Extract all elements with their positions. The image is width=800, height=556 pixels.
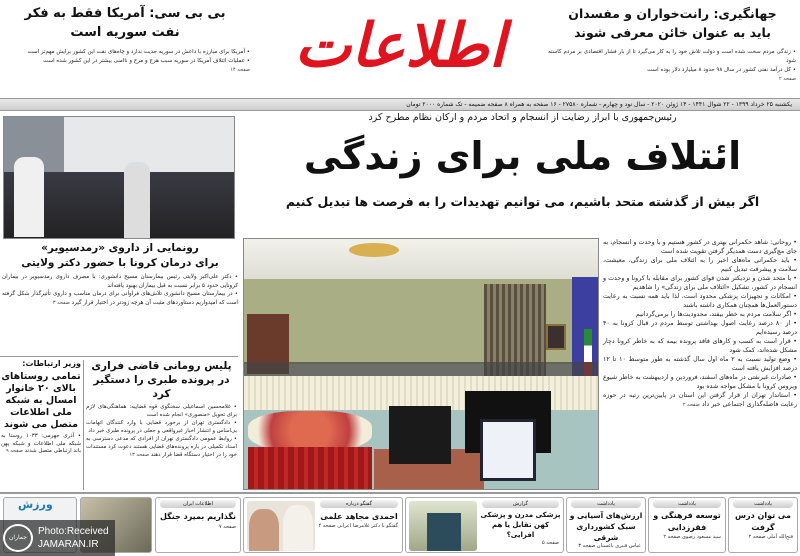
page-ref: صفحه ۳ bbox=[52, 299, 70, 306]
left-headline[interactable] bbox=[0, 4, 250, 42]
divider bbox=[0, 356, 238, 357]
clinic-photo bbox=[409, 501, 477, 551]
headline-line: جهانگیری: رانت‌خواران و مفسدان bbox=[568, 6, 777, 21]
item-title: نگذاریم بمیرد جنگل bbox=[159, 512, 236, 521]
item-title: پزشکی مدرن و پزشکی کهن تقابل یا هم افزایی؟ bbox=[480, 511, 561, 539]
ict-story[interactable]: وزیر ارتباطات: تمامی روستاهای بالای ۲۰ خانوار امسال به شبکه ملی اطلاعات متصل می شوند • آذری جهرمی: ۱۰۳۳ روستا به شبکه ملی اطلاعات و شبکه پهن باند ارتباطی متصل شدند صفحه ۹ bbox=[1, 359, 81, 454]
police-bullets: • غلامحسین اسماعیلی سخنگوی قوه قضاییه: هماهنگی‌های لازم برای تحویل «منصوری» انجام شده است • دادگستری تهران از برخورد قضایی با وارد کنندگان اتهامات بی‌اساس و انتشار اخبار غیرواقعی و جعلی در پرونده طبری خبر داد • روابط عمومی دادگستری تهران از افرادی که مدعی دسترسی به اسناد تکمیلی در باره پرونده‌های قضایی هستند دعوت کرد مستندات خود را در اختیار دستگاه قضا قرار دهند صفحه ۱۳ bbox=[86, 404, 237, 458]
portraits-photo bbox=[247, 501, 315, 551]
headline-line: برای درمان کرونا با حضور دکتر ولایتی bbox=[21, 257, 219, 269]
bottom-item-1[interactable] bbox=[648, 497, 726, 553]
lead-bullets: • روحانی: شاهد حکمرانی بهتری در کشور هستیم و با وحدت و انسجام، به جای مچ‌گیری دست همدیگر گرفتن تقویت شده است • باید حکمرانی ماه‌های اخیر را به ائتلاف ملی برای زندگی، معیشت، سلامت و پیشرفت تبدیل کنیم • با متحد شدن و نزدیکتر شدن قوای کشور برای مقابله با کرونا و وحدت و انسجام در کشور، تشکیل «ائتلاف ملی برای زندگی» را شاهدیم • امکانات و تجهیزات پزشکی محدود است، لذا باید همه نسبت به رعایت دستورالعمل‌ها همچنان همکاری داشته باشند • اگر سلامت مردم به خطر بیفتد، محدودیت‌ها را برمی‌گردانیم • از ۸۰ درصد رعایت اصول بهداشتی توسط مردم در قبال کرونا به ۴۰ درصد رسیده‌ایم • قرار است به کسب و کارهای فاقد پرونده بیمه که به خاطر کرونا دچار مشکل شده‌اند، کمک شود • وضع تولید نسبت به ۲ ماه اول سال گذشته به طور متوسط ۱۰ تا ۱۲ درصد افزایش یافته است • صادرات غیرنفتی در ماه‌های اسفند، فروردین و اردیبهشت به خاطر شیوع ویروس کرونا با مشکل مواجه شده بود • استاندار تهران از قرار گرفتن این استان در پایین‌ترین رتبه در حوزه رعایت فاصله‌گذاری اجتماعی خبر داد صفحه ۲ bbox=[603, 239, 798, 408]
bottom-item-5[interactable] bbox=[155, 497, 241, 553]
police-headline[interactable] bbox=[86, 359, 237, 401]
headline-line: بی بی سی: آمریکا فقط به فکر bbox=[24, 6, 226, 21]
page-ref: صفحه ۷ bbox=[219, 524, 236, 530]
police-story bbox=[86, 359, 237, 459]
headline-line: نفت سوریه است bbox=[70, 25, 180, 40]
ict-headline: تمامی روستاهای بالای ۲۰ خانوار امسال به شبکه ملی اطلاعات متصل می شوند bbox=[1, 371, 81, 430]
left-story-bullets: • آمریکا برای مبارزه با داعش در سوریه جدیت ندارد و چاه‌های نفت این کشور برایش مهم‌تر است • عملیات ائتلاف آمریکا در سوریه سبب هرج و مرج و ناامنی بیشتر در این کشور شده است صفحه ۱۴ bbox=[4, 48, 250, 75]
section-tag: اطلاعات ایران bbox=[160, 500, 236, 508]
right-headline[interactable] bbox=[545, 4, 800, 42]
page-ref: صفحه ۲ bbox=[663, 534, 681, 540]
sports-logo: ورزش bbox=[18, 498, 53, 511]
headline-line: پلیس رومانی قاضی فراری bbox=[91, 360, 232, 372]
lead-subhead: اگر بیش از گذشته متحد باشیم، می توانیم تهدیدات را به فرصت ها تبدیل کنیم bbox=[285, 194, 760, 209]
section-tag: یادداشت bbox=[733, 500, 793, 508]
right-story-bullets: • زندگی مردم سخت شده است و دولت تلاش خود را به کار می‌گیرد تا از بار فشار اقتصادی بر مردم کاسته شود • کل درآمد نفتی کشور در سال ۹۸ حدود ۸ میلیارد دلار بوده است صفحه ۲ bbox=[548, 49, 797, 82]
item-title: توسعه فرهنگی و فقرزدایی bbox=[653, 511, 721, 532]
lead-kicker: رئیس‌جمهوری با ابراز رضایت از انسجام و اتحاد مردم و ارکان نظام مطرح کرد bbox=[368, 112, 677, 123]
headline-line: در پرونده طبری را دستگیر کرد bbox=[93, 374, 230, 400]
section-tag: گفتگو درباره bbox=[320, 500, 398, 508]
bottom-item-4[interactable] bbox=[243, 497, 403, 553]
divider bbox=[0, 492, 800, 494]
dateline: یکشنبه ۲۵ خرداد ۱۳۹۹ - ۲۲ شوال ۱۴۴۱ - ۱۴ ژوئن ۲۰۲۰ - سال نود و چهارم - شماره ۲۷۵۸۰ - ۱۶ صفحه به همراه ۸ صفحه ضمیمه - تک شماره ۲۰۰۰ تومان bbox=[0, 98, 800, 111]
remdesivir-photo[interactable] bbox=[3, 116, 235, 239]
watermark-text: Photo:Received JAMARAN.IR bbox=[38, 526, 109, 550]
page-ref: صفحه ۱۳ bbox=[129, 452, 150, 458]
lead-photo-meeting[interactable] bbox=[243, 238, 599, 490]
lead-heading-block bbox=[245, 112, 800, 236]
remdesivir-headline[interactable] bbox=[2, 241, 238, 271]
remdesivir-bullets: • دکتر علی‌اکبر ولایتی رئیس بیمارستان مسیح دانشوری: با مصرف داروی رمدسیویر در بیماران کرونایی حدود ۵ برابر نسبت به قبل بیماران بهبود یافته‌اند • در بیمارستان مسیح دانشوری تلاش‌های فراوانی برای درمان مناسب و داروی تأثیرگذار شکل گرفته است که امیدواریم دستاوردهای مثبت آن هرچه زودتر در اختیار قرار گیرد صفحه ۳ bbox=[2, 274, 239, 306]
bottom-item-2[interactable] bbox=[566, 497, 646, 553]
section-tag: یادداشت bbox=[571, 500, 641, 508]
page-ref: صفحه ۱۴ bbox=[230, 67, 250, 73]
item-author: گفتگو با دکتر غلامرضا اعرابی bbox=[337, 523, 398, 529]
item-author: سید مسعود رضوی bbox=[681, 534, 721, 540]
page-ref: صفحه ۲ bbox=[682, 402, 700, 408]
watermark bbox=[0, 520, 115, 556]
page-ref: صفحه ۲ bbox=[748, 534, 766, 540]
item-title: ارزش‌های آسیایی و سبک کشورداری شرقی bbox=[569, 511, 643, 542]
lead-headline[interactable]: ائتلاف ملی برای زندگی bbox=[303, 134, 742, 178]
page-ref: صفحه ۹ bbox=[5, 448, 23, 454]
remdesivir-story bbox=[2, 241, 238, 307]
ict-bullet: آذری جهرمی: ۱۰۳۳ روستا به شبکه ملی اطلاعات و شبکه پهن باند ارتباطی متصل شدند bbox=[1, 433, 81, 454]
item-author: فتح‌الله آملی bbox=[767, 534, 793, 540]
newspaper-logo: اطلاعات bbox=[294, 11, 506, 81]
headline-line: باید به عنوان خائن معرفی شوند bbox=[574, 25, 771, 40]
headline-line: رونمایی از داروی «رمدسیویر» bbox=[41, 242, 199, 254]
page-ref: صفحه ۲ bbox=[779, 76, 796, 82]
section-tag: گزارش bbox=[482, 500, 559, 508]
page-ref: صفحه ۳ bbox=[578, 543, 596, 549]
divider bbox=[83, 360, 84, 490]
page-ref: صفحه ۵ bbox=[542, 540, 559, 546]
item-title: احمدی مجاهد علمی bbox=[320, 512, 398, 521]
bottom-item-3[interactable] bbox=[405, 497, 564, 553]
ict-kicker: وزیر ارتباطات: bbox=[22, 359, 81, 368]
item-author: عباس قنبری باغستان bbox=[596, 543, 641, 549]
item-title: می توان درس گرفت bbox=[735, 511, 791, 532]
jamaran-logo: جماران bbox=[3, 524, 33, 552]
page-ref: صفحه ۴ bbox=[318, 523, 336, 529]
bottom-item-0[interactable] bbox=[728, 497, 798, 553]
section-tag: یادداشت bbox=[653, 500, 721, 508]
